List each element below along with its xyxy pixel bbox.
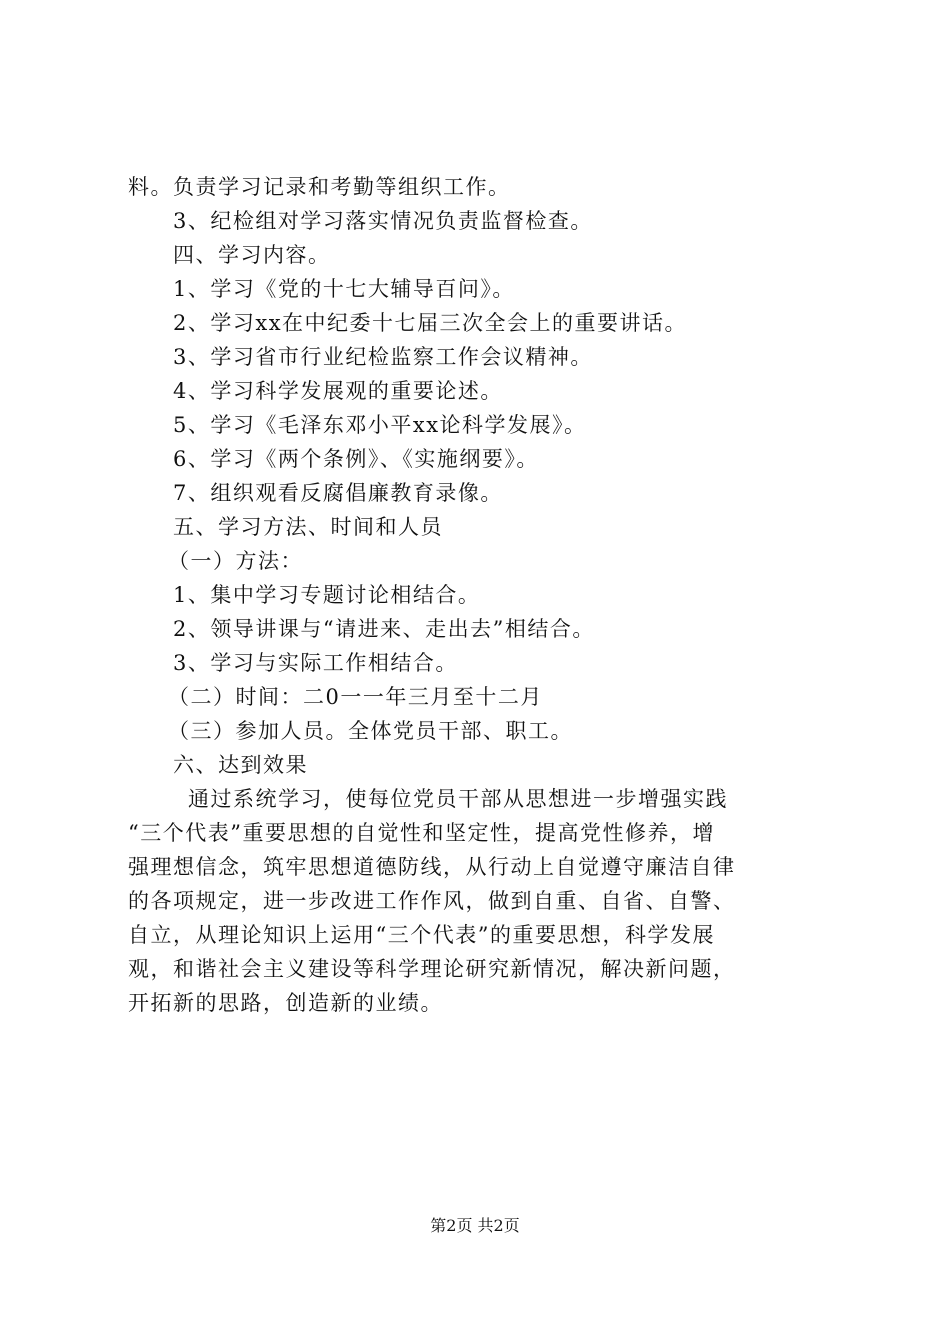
paragraph-line: 开拓新的思路，创造新的业绩。: [128, 991, 443, 1015]
page-number-label: 第2页 共2页: [430, 1216, 520, 1235]
list-item: 3、学习与实际工作相结合。: [173, 651, 458, 675]
sub-heading: （一）方法：: [168, 549, 303, 573]
list-item: 2、学习xx在中纪委十七届三次全会上的重要讲话。: [173, 311, 688, 335]
list-item: 6、学习《两个条例》、《实施纲要》。: [173, 447, 539, 471]
list-item: 7、组织观看反腐倡廉教育录像。: [173, 481, 503, 505]
section-heading: 四、学习内容。: [173, 243, 331, 267]
list-item: 1、集中学习专题讨论相结合。: [173, 583, 481, 607]
document-body: [128, 170, 828, 1020]
sub-heading: （三）参加人员。全体党员干部、职工。: [168, 719, 573, 743]
paragraph-line: 观，和谐社会主义建设等科学理论研究新情况，解决新问题，: [128, 957, 736, 981]
text-line: 3、纪检组对学习落实情况负责监督检查。: [173, 209, 593, 233]
section-heading: 六、达到效果: [173, 753, 308, 777]
paragraph-line: 的各项规定，进一步改进工作作风，做到自重、自省、自警、: [128, 889, 736, 913]
paragraph-line: “三个代表”重要思想的自觉性和坚定性，提高党性修养，增: [128, 821, 715, 845]
list-item: 5、学习《毛泽东邓小平xx论科学发展》。: [173, 413, 587, 437]
sub-heading: （二）时间：二0一一年三月至十二月: [168, 685, 543, 709]
paragraph-line: 强理想信念，筑牢思想道德防线，从行动上自觉遵守廉洁自律: [128, 855, 736, 879]
list-item: 4、学习科学发展观的重要论述。: [173, 379, 503, 403]
list-item: 2、领导讲课与“请进来、走出去”相结合。: [173, 617, 595, 641]
text-line: 料。负责学习记录和考勤等组织工作。: [128, 175, 511, 199]
page-footer: [0, 1214, 950, 1238]
list-item: 3、学习省市行业纪检监察工作会议精神。: [173, 345, 593, 369]
list-item: 1、学习《党的十七大辅导百问》。: [173, 277, 515, 301]
paragraph-line: 通过系统学习，使每位党员干部从思想进一步增强实践: [188, 787, 728, 811]
section-heading: 五、学习方法、时间和人员: [173, 515, 443, 539]
paragraph-line: 自立，从理论知识上运用“三个代表”的重要思想，科学发展: [128, 923, 715, 947]
